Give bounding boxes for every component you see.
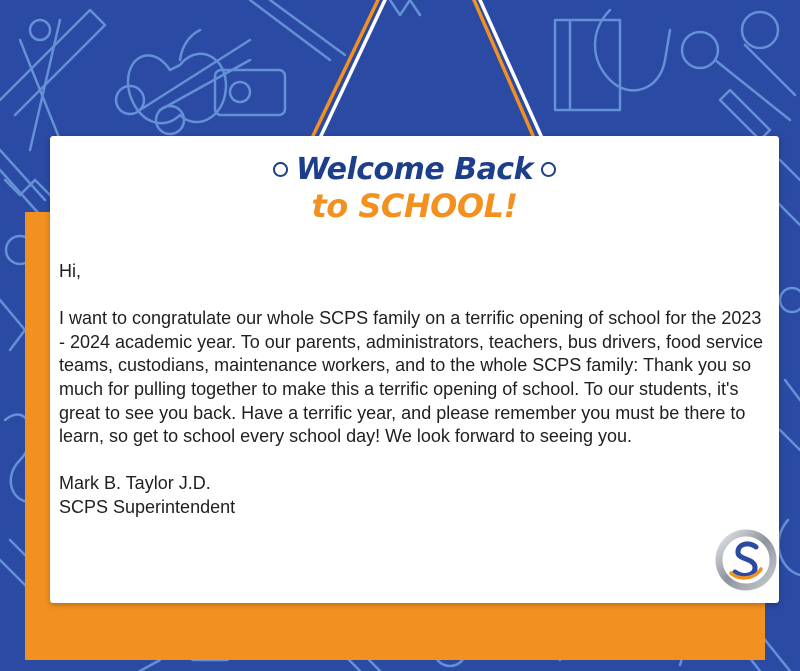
letter-paragraph: I want to congratulate our whole SCPS family on a terrific opening of school for the 2023 - 2024 academic year. To our parents, administrators, teachers, bus drivers, food service teams, custodians, maintenance workers, and to the whole SCPS family: Thank you so much for pulling together to make this a terrific opening of school. To our students, it's great to see you back. Have a terrific year, and please remember you must be there to learn, so get to school every school day! We look forward to seeing you. xyxy=(59,308,764,447)
scps-logo-icon xyxy=(713,527,779,593)
letter-greeting: Hi, xyxy=(59,261,81,281)
signature-title: SCPS Superintendent xyxy=(59,496,236,517)
signature-name: Mark B. Taylor J.D. xyxy=(59,473,211,494)
headline-welcome-back: Welcome Back xyxy=(295,152,534,187)
welcome-sign-card xyxy=(50,136,779,603)
letter-body xyxy=(59,260,769,520)
left-ring-icon xyxy=(273,162,288,177)
headline xyxy=(50,152,779,225)
headline-to-school: to SCHOOL! xyxy=(311,187,518,225)
right-ring-icon xyxy=(541,162,556,177)
headline-line1-row xyxy=(273,152,556,187)
